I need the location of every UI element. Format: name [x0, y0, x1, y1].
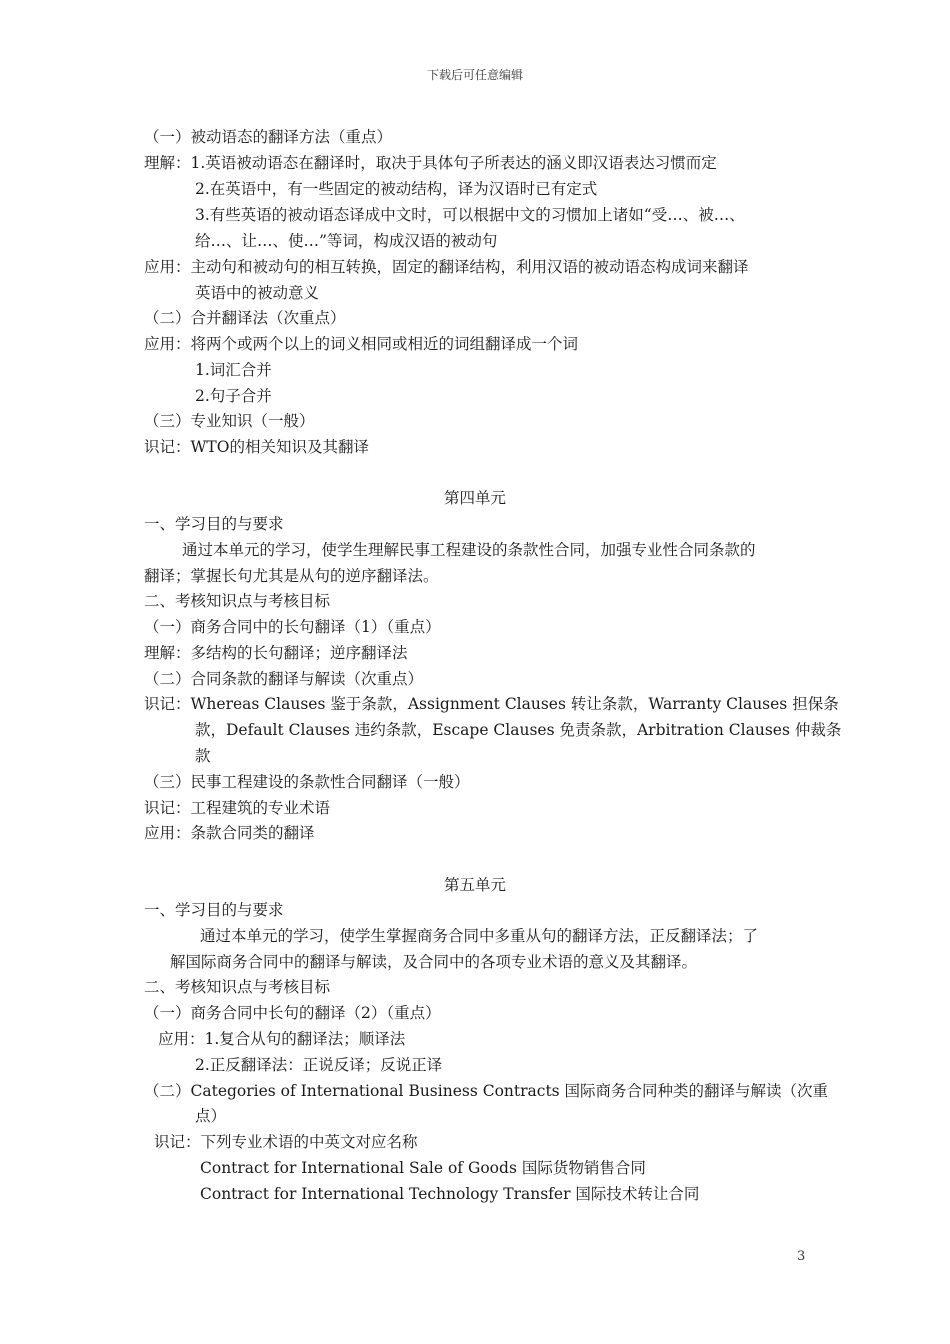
- section-heading: （一）商务合同中长句的翻译（2）（重点）: [144, 1004, 441, 1022]
- body-line: 识记：下列专业术语的中英文对应名称: [154, 1133, 418, 1151]
- unit-title: 第四单元: [443, 489, 506, 507]
- body-line: 通过本单元的学习，使学生理解民事工程建设的条款性合同，加强专业性合同条款的: [182, 541, 756, 559]
- body-line: 解国际商务合同中的翻译与解读，及合同中的各项专业术语的意义及其翻译。: [170, 953, 698, 971]
- body-line: 给…、让…、使…”等词，构成汉语的被动句: [195, 232, 498, 250]
- section-heading: （一）被动语态的翻译方法（重点）: [144, 128, 393, 146]
- body-line: 款: [195, 747, 211, 765]
- body-line: 款，Default Clauses 违约条款，Escape Clauses 免责条款，Arbitration Clauses 仲裁条: [195, 721, 842, 739]
- body-line: 理解：多结构的长句翻译；逆序翻译法: [144, 644, 408, 662]
- section-heading: 一、学习目的与要求: [144, 901, 284, 919]
- body-line: 理解：1.英语被动语态在翻译时，取决于具体句子所表达的涵义即汉语表达习惯而定: [144, 154, 717, 172]
- section-heading: 二、考核知识点与考核目标: [144, 592, 331, 610]
- section-heading: 一、学习目的与要求: [144, 515, 284, 533]
- body-line: 翻译；掌握长句尤其是从句的逆序翻译法。: [144, 567, 439, 585]
- section-heading: 二、考核知识点与考核目标: [144, 978, 331, 996]
- body-line: 应用：将两个或两个以上的词义相同或相近的词组翻译成一个词: [144, 335, 579, 353]
- section-heading: （二）合同条款的翻译与解读（次重点）: [144, 670, 424, 688]
- section-heading: （三）民事工程建设的条款性合同翻译（一般）: [144, 773, 470, 791]
- section-heading: （二）合并翻译法（次重点）: [144, 309, 346, 327]
- body-line: Contract for International Technology Transfer 国际技术转让合同: [200, 1185, 700, 1203]
- page-header: 下载后可任意编辑: [426, 68, 523, 82]
- body-line: 应用：主动句和被动句的相互转换，固定的翻译结构，利用汉语的被动语态构成词来翻译: [144, 258, 749, 276]
- body-line: 英语中的被动意义: [195, 284, 320, 302]
- body-line: 识记：工程建筑的专业术语: [144, 799, 331, 817]
- body-line: 通过本单元的学习，使学生掌握商务合同中多重从句的翻译方法，正反翻译法；了: [200, 927, 759, 945]
- body-line: 2.在英语中，有一些固定的被动结构，译为汉语时已有定式: [195, 180, 598, 198]
- section-heading: （三）专业知识（一般）: [144, 412, 315, 430]
- section-heading: （二）Categories of International Business Contracts 国际商务合同种类的翻译与解读（次重: [144, 1082, 829, 1100]
- body-line: 3.有些英语的被动语态译成中文时，可以根据中文的习惯加上诸如“受…、被…、: [195, 206, 745, 224]
- body-line: 应用：条款合同类的翻译: [144, 824, 315, 842]
- body-line: Contract for International Sale of Goods 国际货物销售合同: [200, 1159, 646, 1177]
- unit-title: 第五单元: [443, 876, 506, 894]
- body-line: 点）: [195, 1107, 227, 1125]
- page-number: 3: [797, 1249, 806, 1264]
- body-line: 识记：Whereas Clauses 鉴于条款，Assignment Clauses 转让条款，Warranty Clauses 担保条: [144, 695, 839, 713]
- body-line: 识记：WTO的相关知识及其翻译: [144, 438, 369, 456]
- body-line: 2.句子合并: [195, 387, 272, 405]
- body-line: 应用：1.复合从句的翻译法；顺译法: [158, 1030, 406, 1048]
- body-line: 1.词汇合并: [195, 361, 272, 379]
- body-line: 2.正反翻译法：正说反译；反说正译: [195, 1056, 443, 1074]
- section-heading: （一）商务合同中的长句翻译（1）（重点）: [144, 618, 441, 636]
